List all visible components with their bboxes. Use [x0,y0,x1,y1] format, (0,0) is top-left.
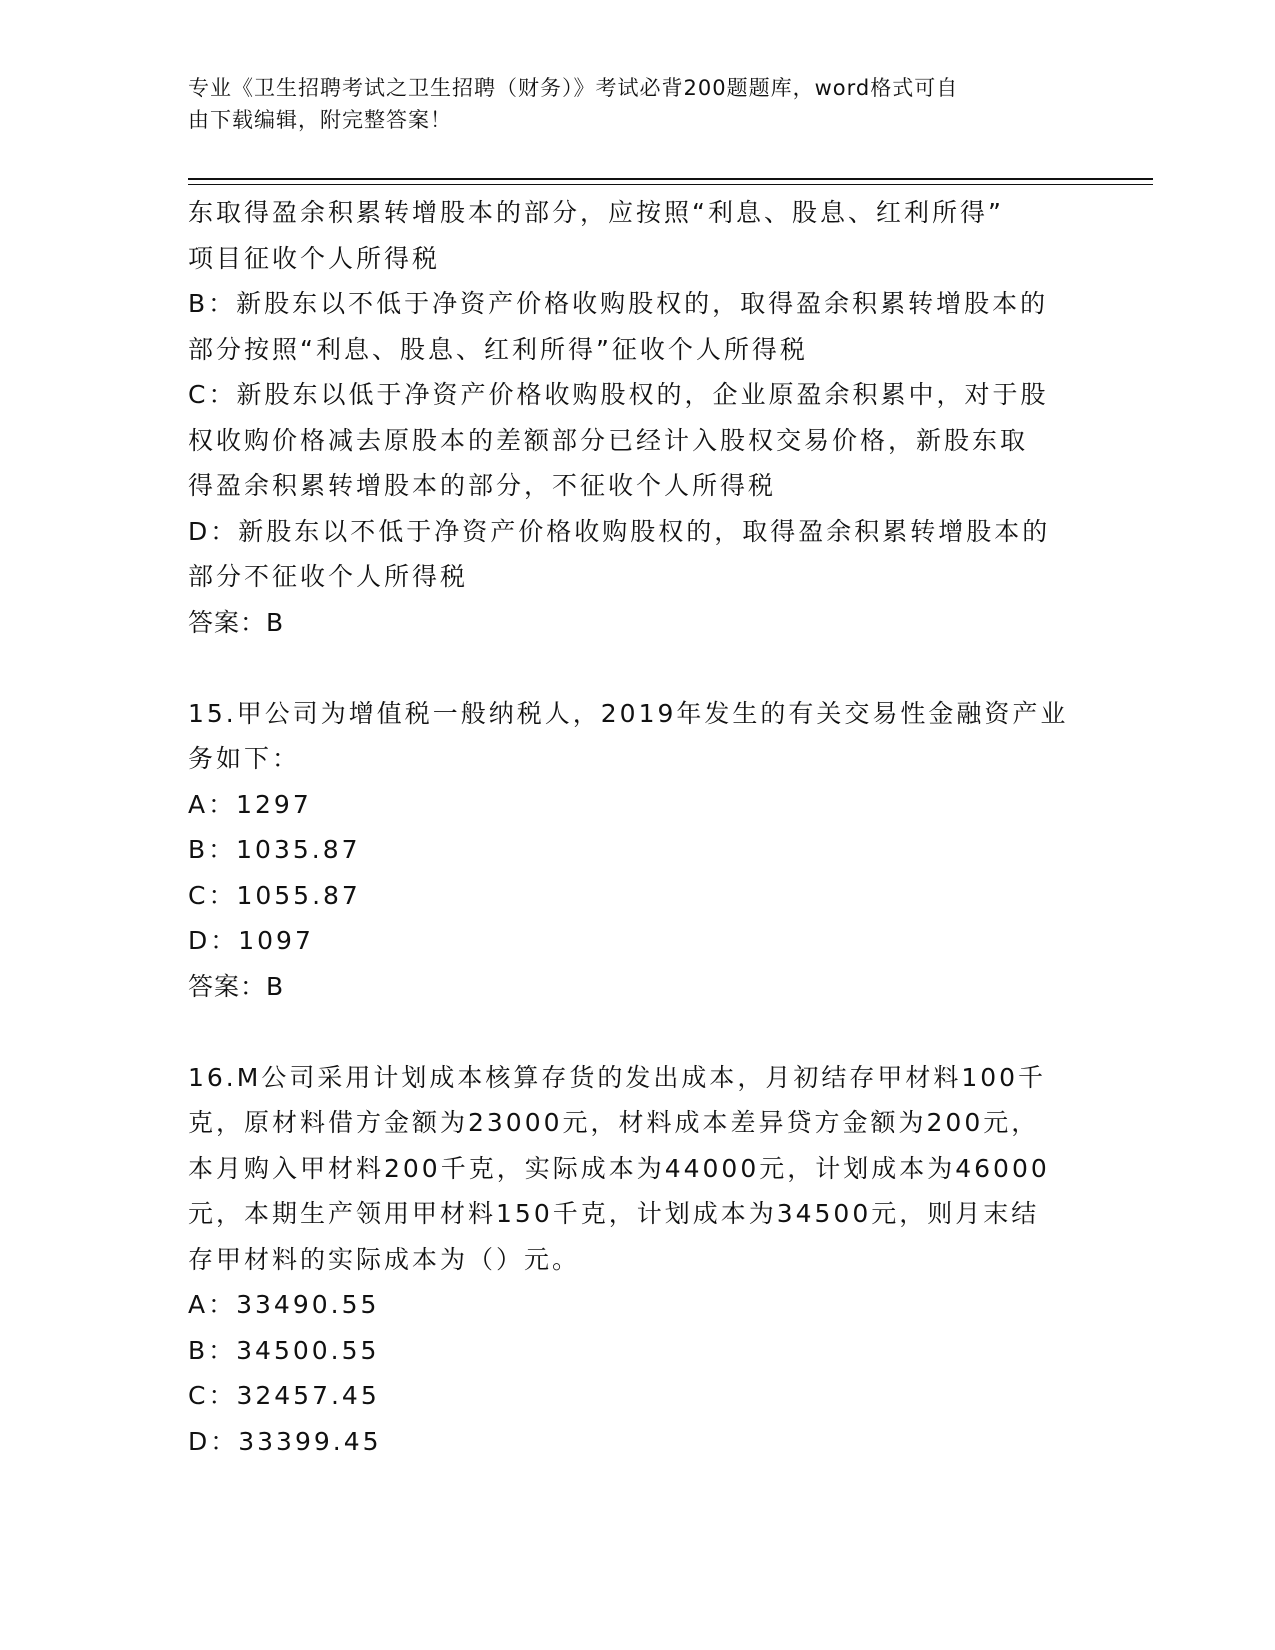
option-b-line: B：新股东以不低于净资产价格收购股权的，取得盈余积累转增股本的 [188,289,1049,318]
question-text-line: 15.甲公司为增值税一般纳税人，2019年发生的有关交易性金融资产业 [188,698,1069,728]
option-c-line: C：新股东以低于净资产价格收购股权的，企业原盈余积累中，对于股 [188,380,1049,409]
spacer [188,1009,1088,1055]
question-14-continuation [188,190,1088,645]
answer-line: 答案：B [188,607,285,637]
option-c-line: 得盈余积累转增股本的部分，不征收个人所得税 [188,471,777,500]
option-d-line: D：新股东以不低于净资产价格收购股权的，取得盈余积累转增股本的 [188,516,1051,546]
answer-line: 答案：B [188,971,285,1001]
question-text-line: 元，本期生产领用甲材料150千克，计划成本为34500元，则月末结 [188,1199,1040,1228]
option-d-line: 部分不征收个人所得税 [188,562,469,591]
spacer [188,645,1088,691]
option-d: D：1097 [188,926,314,955]
question-text-line: 本月购入甲材料200千克，实际成本为44000元，计划成本为46000 [188,1153,1050,1183]
question-text-line: 存甲材料的实际成本为（）元。 [188,1244,581,1274]
question-text-line: 务如下： [188,744,301,773]
document-header [188,72,1068,136]
header-line: 专业《卫生招聘考试之卫生招聘（财务）》考试必背200题题库，word格式可自 [188,76,959,100]
header-line: 由下载编辑，附完整答案！ [188,108,452,132]
header-divider-thick [188,178,1153,180]
question-text-line: 项目征收个人所得税 [188,243,441,273]
option-b: B：1035.87 [188,835,361,864]
option-c: C：32457.45 [188,1381,380,1410]
option-b-line: 部分按照“利息、股息、红利所得”征收个人所得税 [188,334,808,364]
question-text-line: 16.M公司采用计划成本核算存货的发出成本，月初结存甲材料100千 [188,1062,1047,1092]
question-text-line: 东取得盈余积累转增股本的部分，应按照“利息、股息、红利所得” [188,198,1004,227]
option-c: C：1055.87 [188,880,361,910]
option-a: A：33490.55 [188,1290,380,1319]
header-divider-thin [188,184,1153,185]
question-15 [188,691,1088,1010]
option-c-line: 权收购价格减去原股本的差额部分已经计入股权交易价格，新股东取 [188,425,1029,455]
question-16 [188,1055,1088,1465]
option-b: B：34500.55 [188,1335,380,1365]
document-body [188,190,1088,1464]
option-a: A：1297 [188,789,312,819]
option-d: D：33399.45 [188,1426,382,1456]
question-text-line: 克，原材料借方金额为23000元，材料成本差异贷方金额为200元， [188,1108,1040,1137]
